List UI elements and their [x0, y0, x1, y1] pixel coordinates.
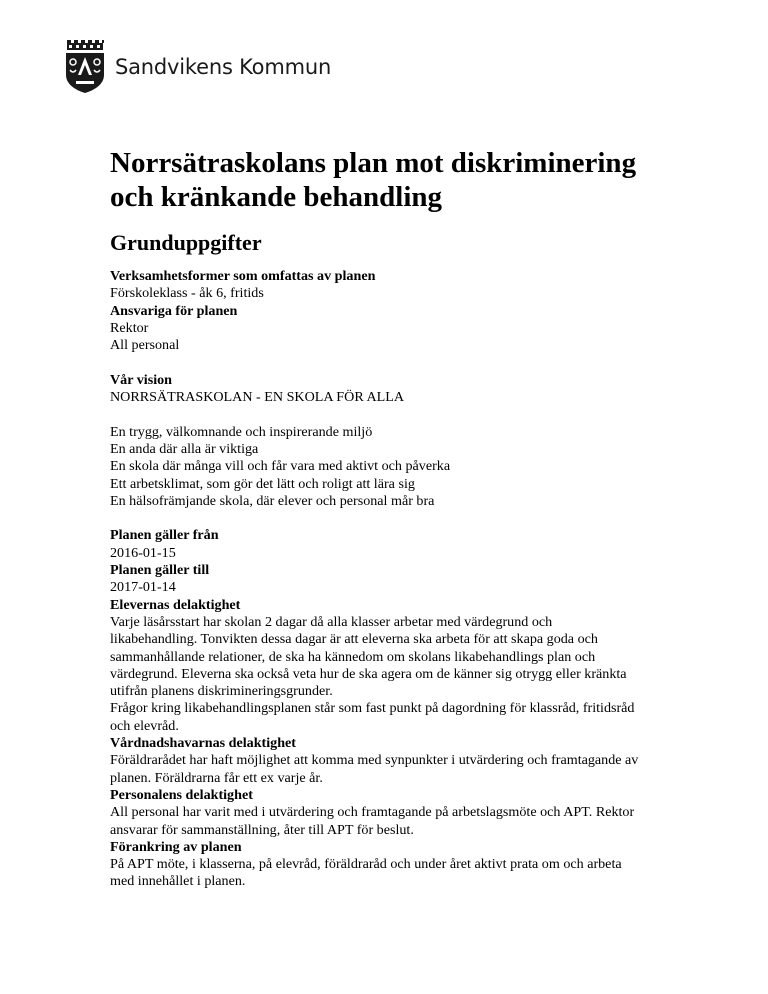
- section-title: Grunduppgifter: [110, 230, 262, 255]
- valid-to-label: Planen gäller till: [110, 562, 210, 579]
- valid-from-label: Planen gäller från: [110, 527, 219, 544]
- org-name: Sandvikens Kommun: [115, 55, 332, 79]
- vision-label: Vår vision: [110, 371, 172, 388]
- vardnad-label: Vårdnadshavarnas delaktighet: [110, 735, 296, 752]
- ansvariga-item: All personal: [110, 337, 180, 354]
- title-line-1: Norrsätraskolans plan mot diskriminering: [110, 147, 637, 179]
- personal-label: Personalens delaktighet: [110, 786, 253, 803]
- forankring-line: På APT möte, i klasserna, på elevråd, föräldraråd och under året aktivt prata om och arbeta: [110, 856, 622, 873]
- vardnad-line: Föräldrarådet har haft möjlighet att komma med synpunkter i utvärdering och framtagande av: [110, 752, 639, 769]
- valid-to-value: 2017-01-14: [110, 579, 176, 596]
- vision-point: En skola där många vill och får vara med aktivt och påverka: [110, 458, 451, 475]
- valid-from-value: 2016-01-15: [110, 544, 176, 561]
- vision-point: Ett arbetsklimat, som gör det lätt och roligt att lära sig: [110, 475, 415, 492]
- verksamhet-label: Verksamhetsformer som omfattas av planen: [110, 268, 376, 284]
- ansvariga-item: Rektor: [110, 319, 149, 336]
- vision-point: En anda där alla är viktiga: [110, 440, 259, 457]
- document-title: [110, 146, 710, 214]
- elever-line: utifrån planens diskrimineringsgrunder.: [110, 683, 333, 700]
- elever-label: Elevernas delaktighet: [110, 596, 241, 613]
- verksamhet-value: Förskoleklass - åk 6, fritids: [110, 285, 264, 302]
- elever-line: Frågor kring likabehandlingsplanen står som fast punkt på dagordning för klassråd, fritidsråd: [110, 700, 635, 717]
- elever-line: värdegrund. Eleverna ska också veta hur de ska agera om de känner sig otrygg eller kränkta: [110, 665, 627, 682]
- vision-point: En hälsofrämjande skola, där elever och personal mår bra: [110, 492, 435, 509]
- ansvariga-label: Ansvariga för planen: [110, 302, 238, 319]
- elever-line: sammanhållande relationer, de ska ha kännedom om skolans likabehandlings plan och: [110, 648, 596, 665]
- elever-line: likabehandling. Tonvikten dessa dagar är att eleverna ska arbeta för att skapa goda och: [110, 631, 598, 648]
- personal-line: All personal har varit med i utvärdering och framtagande på arbetslagsmöte och APT. Rektor: [110, 804, 635, 821]
- forankring-line: med innehållet i planen.: [110, 873, 246, 890]
- document-body: [110, 146, 710, 891]
- coat-of-arms-icon: [64, 40, 106, 94]
- page-header: [64, 40, 331, 94]
- forankring-label: Förankring av planen: [110, 838, 242, 855]
- elever-line: och elevråd.: [110, 717, 179, 734]
- vardnad-line: planen. Föräldrarna får ett ex varje år.: [110, 769, 323, 786]
- personal-line: ansvarar för sammanställning, åter till APT för beslut.: [110, 821, 414, 838]
- title-line-2: och kränkande behandling: [110, 181, 443, 213]
- vision-value: NORRSÄTRASKOLAN - EN SKOLA FÖR ALLA: [110, 389, 405, 406]
- elever-line: Varje läsårsstart har skolan 2 dagar då alla klasser arbetar med värdegrund och: [110, 613, 553, 630]
- vision-point: En trygg, välkomnande och inspirerande miljö: [110, 423, 373, 440]
